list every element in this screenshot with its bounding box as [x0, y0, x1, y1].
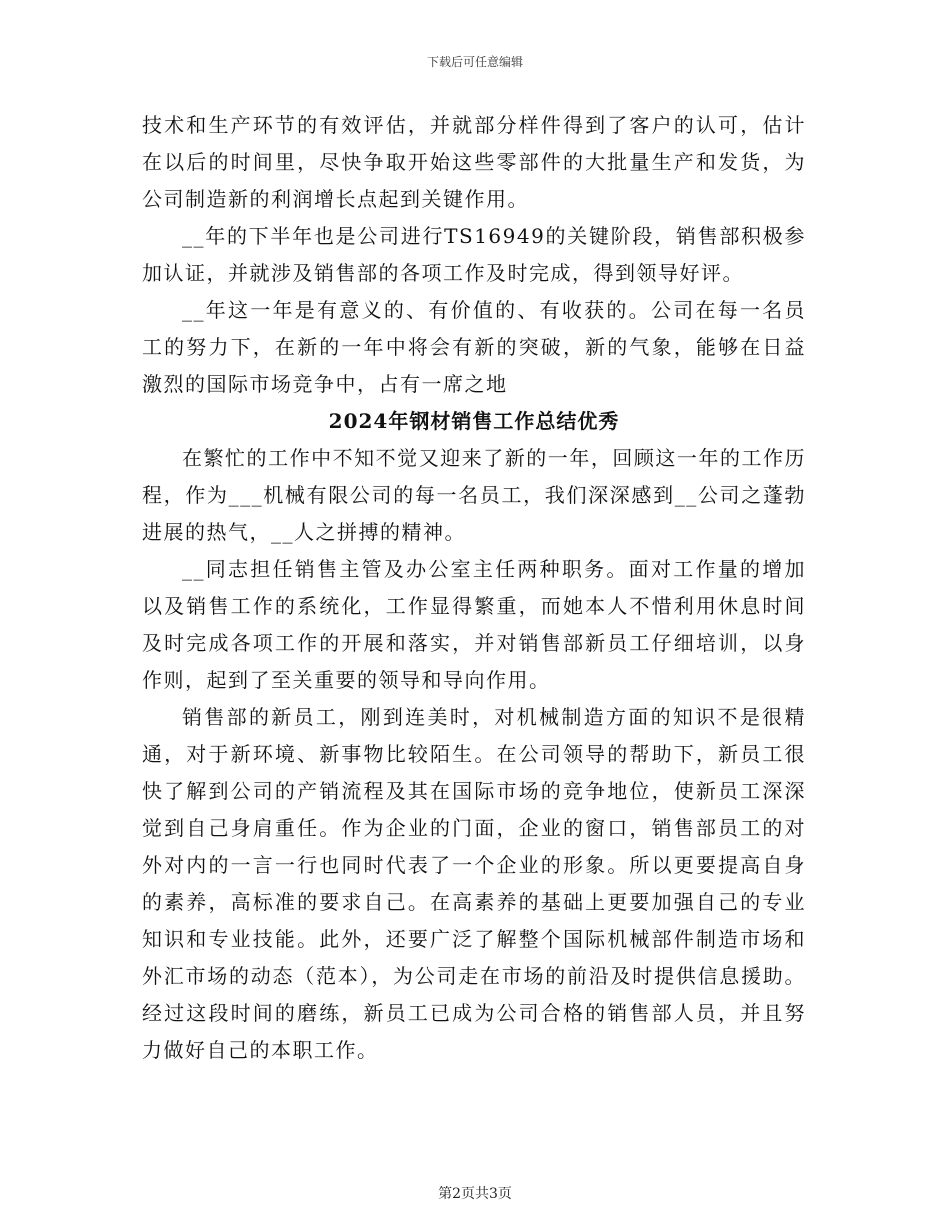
document-body [142, 107, 806, 1069]
paragraph: 销售部的新员工，刚到连美时，对机械制造方面的知识不是很精通，对于新环境、新事物比较陌生。在公司领导的帮助下，新员工很快了解到公司的产销流程及其在国际市场的竞争地位，使新员工深深觉到自己身肩重任。作为企业的门面，企业的窗口，销售部员工的对外对内的一言一行也同时代表了一个企业的形象。所以更要提高自身的素养，高标准的要求自己。在高素养的基础上更要加强自己的专业知识和专业技能。此外，还要广泛了解整个国际机械部件制造市场和外汇市场的动态（范本），为公司走在市场的前沿及时提供信息援助。经过这段时间的磨练，新员工已成为公司合格的销售部人员，并且努力做好自己的本职工作。 [142, 705, 806, 1062]
paragraph: __年这一年是有意义的、有价值的、有收获的。公司在每一名员工的努力下，在新的一年中将会有新的突破，新的气象，能够在日益激烈的国际市场竞争中，占有一席之地 [142, 298, 806, 396]
section-title: 2024年钢材销售工作总结优秀 [328, 409, 620, 433]
page-footer: 第2页共3页 [438, 1186, 512, 1202]
paragraph: __同志担任销售主管及办公室主任两种职务。面对工作量的增加以及销售工作的系统化，工作显得繁重，而她本人不惜利用休息时间及时完成各项工作的开展和落实，并对销售部新员工仔细培训，以身作则，起到了至关重要的领导和导向作用。 [142, 557, 806, 692]
page-header: 下载后可任意编辑 [426, 55, 523, 69]
paragraph: 在繁忙的工作中不知不觉又迎来了新的一年，回顾这一年的工作历程，作为___机械有限公司的每一名员工，我们深深感到__公司之蓬勃进展的热气，__人之拼搏的精神。 [142, 446, 806, 544]
paragraph-continued: 技术和生产环节的有效评估，并就部分样件得到了客户的认可，估计在以后的时间里，尽快争取开始这些零部件的大批量生产和发货，为公司制造新的利润增长点起到关键作用。 [142, 113, 806, 211]
paragraph: __年的下半年也是公司进行TS16949的关键阶段，销售部积极参加认证，并就涉及销售部的各项工作及时完成，得到领导好评。 [142, 224, 806, 285]
